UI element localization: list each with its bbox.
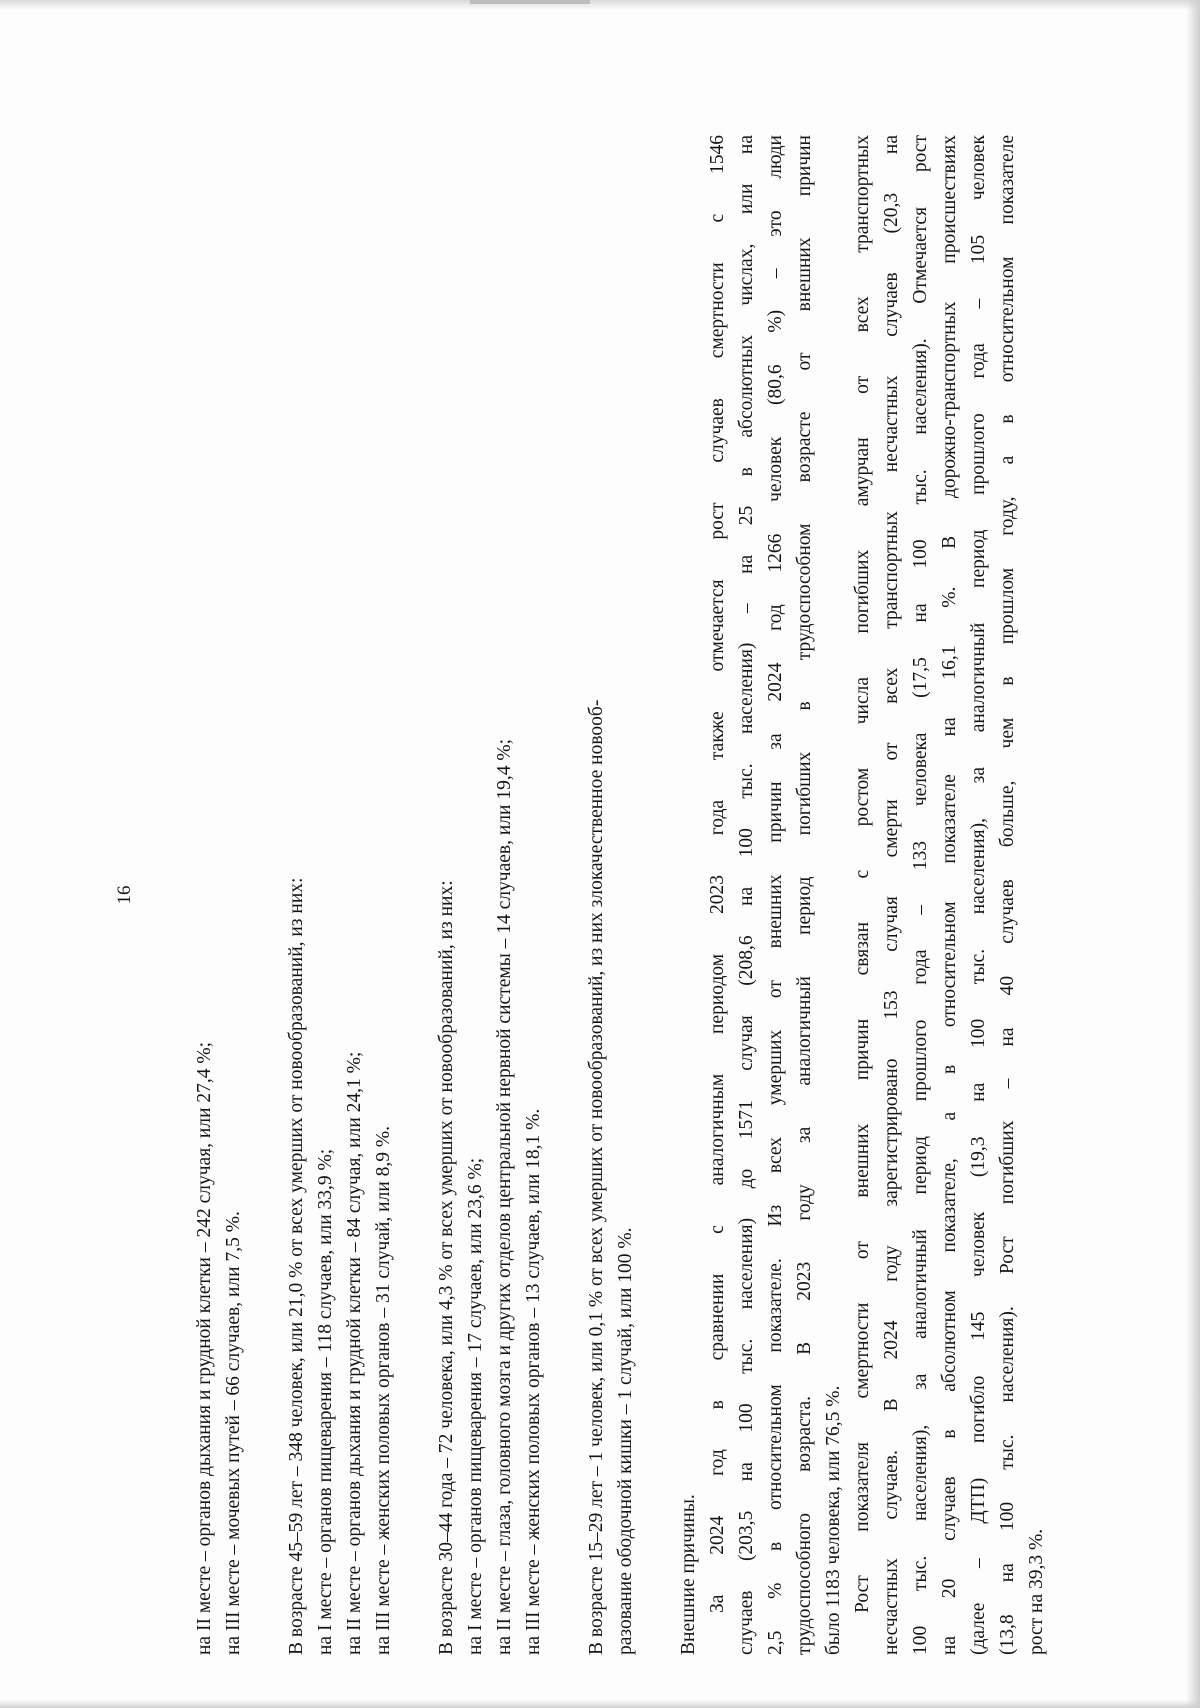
text-line: В возрасте 30–44 года – 72 человека, или 4,3 % от всех умерших от новообразований, из них: (436, 880, 457, 1655)
paragraph-line: на 20 случаев в абсолютном показателе, а в относительном показателе на 16,1 %. В дорожно-транспортных происшествиях (939, 135, 960, 1655)
paragraph-line: Рост показателя смертности от внешних причин связан с ростом числа погибших амурчан от всех транспортных (852, 135, 873, 1613)
paragraph-line: 2,5 % в относительном показателе. Из всех умерших от внешних причин за 2024 год 1266 человек (80,6 %) – это люди (765, 135, 786, 1655)
text-line: разование ободочной кишки – 1 случай, или 100 %. (615, 1227, 636, 1655)
paragraph-line: 100 тыс. населения), за аналогичный период прошлого года – 133 человека (17,5 на 100 тыс. населения). Отмечается рост (910, 135, 931, 1655)
paragraph-line: трудоспособного возраста. В 2023 году за аналогичный период погибших в трудоспособном возрасте от внешних причин (794, 135, 815, 1655)
text-line: на II месте – глаза, головного мозга и других отделов центральной нервной системы – 14 случаев, или 19,4 %; (494, 738, 515, 1655)
scan-edge-mark (470, 0, 590, 4)
body-text (190, 135, 1051, 1655)
scan-edge-bottom (0, 1700, 1200, 1708)
paragraph-line: (13,8 на 100 тыс. населения). Рост погибших – на 40 случаев больше, чем в прошлом году, а в относительном показателе (997, 135, 1018, 1655)
paragraph-line: рост на 39,3 %. (1026, 1528, 1047, 1655)
text-line: на III месте – женских половых органов – 31 случай, или 8,9 %. (373, 1125, 394, 1655)
text-line: на II месте – органов дыхания и грудной клетки – 242 случая, или 27,4 %; (194, 1041, 215, 1655)
text-line: на I месте – органов пищеварения – 118 случаев, или 33,9 %; (315, 1148, 336, 1655)
text-line: на I месте – органов пищеварения – 17 случаев, или 23,6 %; (465, 1157, 486, 1655)
section-heading: Внешние причины. (678, 1494, 699, 1655)
paragraph-line: случаев (203,5 на 100 тыс. населения) до 1571 случая (208,6 на 100 тыс. населения) – на 25 в абсолютных числах, или на (736, 135, 757, 1655)
text-line: на III месте – мочевых путей – 66 случаев, или 7,5 %. (223, 1211, 244, 1655)
paragraph-line: За 2024 год в сравнении с аналогичным периодом 2023 года также отмечается рост случаев смертности с 1546 (707, 135, 728, 1613)
text-line: на III месте – женских половых органов – 13 случаев, или 18,1 %. (523, 1108, 544, 1655)
paragraph-line: было 1183 человека, или 76,5 %. (823, 1385, 844, 1655)
paragraph-line: (далее – ДТП) погибло 145 человек (19,3 на 100 тыс. населения), за аналогичный период прошлого года – 105 человек (968, 135, 989, 1655)
text-line: В возрасте 15–29 лет – 1 человек, или 0,1 % от всех умерших от новообразований, из них злокачественное новооб- (586, 699, 607, 1655)
paragraph-line: несчастных случаев. В 2024 году зарегистрировано 153 случая смерти от всех транспортных несчастных случаев (20,3 на (881, 135, 902, 1655)
page-number: 16 (114, 885, 135, 905)
scan-edge-top (0, 0, 1200, 10)
text-line: на II месте – органов дыхания и грудной клетки – 84 случая, или 24,1 %; (344, 1051, 365, 1655)
text-line: В возрасте 45–59 лет – 348 человек, или 21,0 % от всех умерших от новообразований, из них: (286, 877, 307, 1655)
rotated-page-content (114, 135, 1090, 1655)
scan-edge-right (1186, 0, 1200, 1708)
